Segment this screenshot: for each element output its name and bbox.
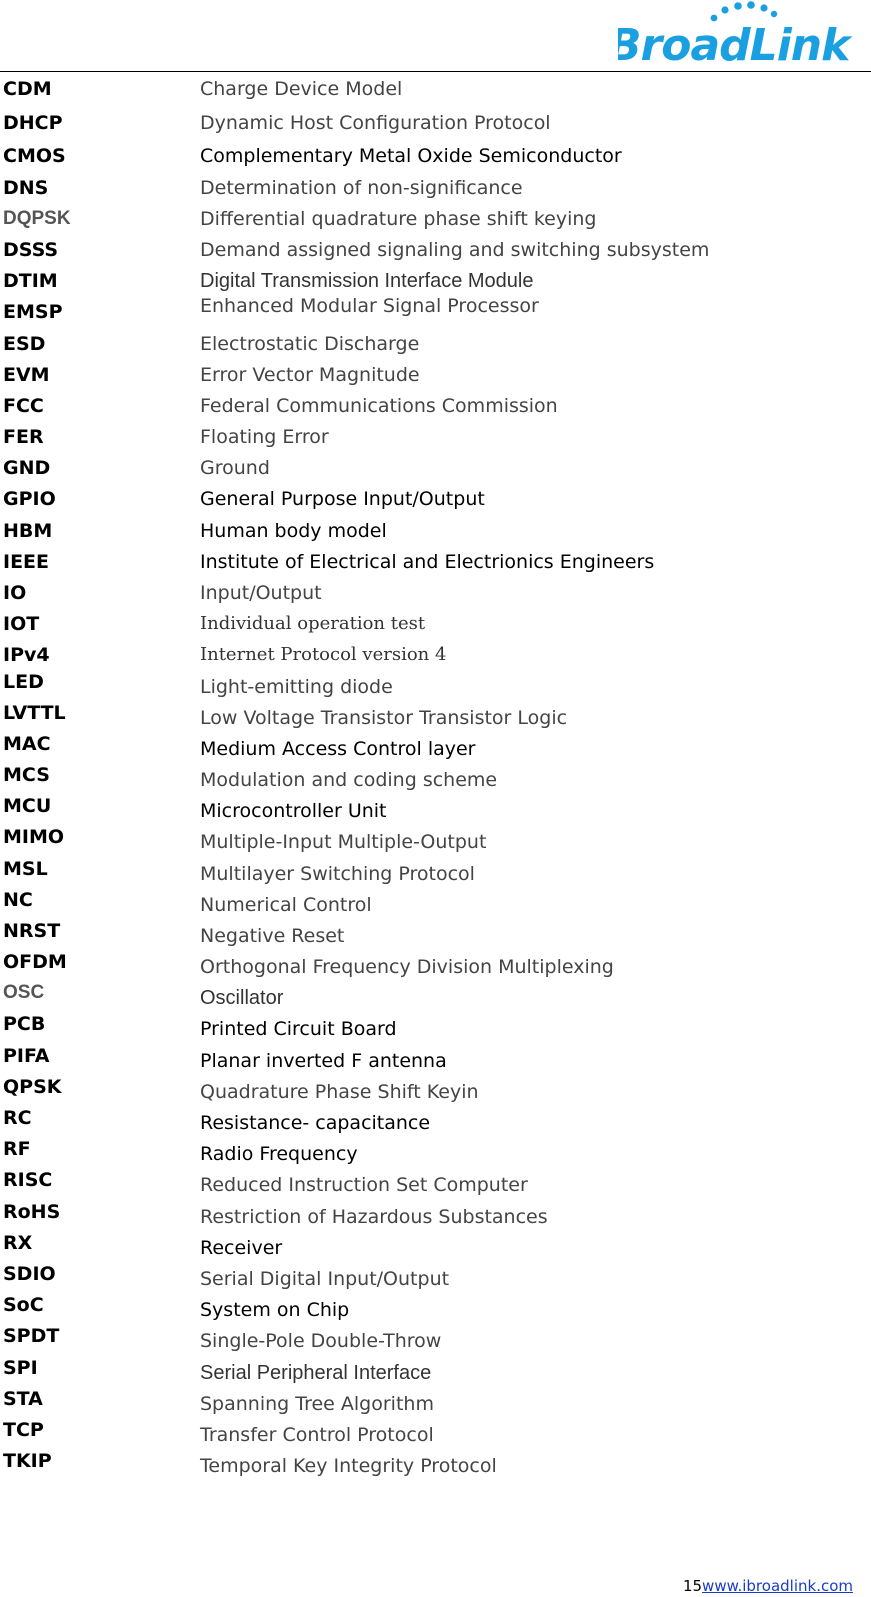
abbreviation: LED	[3, 671, 44, 693]
abbreviation: SDIO	[3, 1263, 56, 1285]
definition: Low Voltage Transistor Transistor Logic	[200, 707, 568, 729]
abbreviation: MCU	[3, 795, 52, 817]
definition: Complementary Metal Oxide Semiconductor	[200, 145, 622, 167]
glossary-row	[0, 761, 871, 789]
glossary-row	[0, 641, 871, 669]
logo-signal-dot	[747, 1, 755, 9]
glossary-row	[0, 610, 871, 638]
abbreviation: PCB	[3, 1013, 46, 1035]
abbreviation: NC	[3, 889, 33, 911]
abbreviation: FCC	[3, 395, 44, 417]
website-link[interactable]: www.ibroadlink.com	[702, 1577, 853, 1595]
logo-wordmark: BroadLink	[618, 20, 850, 71]
glossary-row	[0, 948, 871, 976]
glossary-row	[0, 730, 871, 758]
abbreviation: DHCP	[3, 112, 63, 134]
glossary-row	[0, 485, 871, 513]
glossary-row	[0, 668, 871, 696]
logo-signal-dot	[721, 6, 728, 13]
definition: Microcontroller Unit	[200, 800, 387, 822]
definition: Transfer Control Protocol	[200, 1424, 434, 1446]
definition: Oscillator	[200, 987, 284, 1009]
logo-signal-dot	[734, 2, 742, 10]
definition: Modulation and coding scheme	[200, 769, 498, 791]
glossary-row	[0, 1416, 871, 1444]
abbreviation: RC	[3, 1107, 32, 1129]
glossary-row	[0, 517, 871, 545]
abbreviation: RX	[3, 1232, 33, 1254]
definition: Light-emitting diode	[200, 676, 393, 698]
brand-logo	[618, 0, 868, 72]
glossary-row	[0, 109, 871, 137]
glossary-row	[0, 979, 871, 1007]
abbreviation: DTIM	[3, 270, 58, 292]
abbreviation: DSSS	[3, 239, 59, 261]
definition: Reduced Instruction Set Computer	[200, 1174, 528, 1196]
glossary-row	[0, 236, 871, 264]
glossary-row	[0, 886, 871, 914]
definition: Orthogonal Frequency Division Multiplexing	[200, 956, 614, 978]
glossary-row	[0, 917, 871, 945]
abbreviation: PIFA	[3, 1045, 50, 1067]
glossary-row	[0, 174, 871, 202]
definition: Spanning Tree Algorithm	[200, 1393, 434, 1415]
glossary-row	[0, 1166, 871, 1194]
abbreviation: ESD	[3, 333, 46, 355]
definition: Numerical Control	[200, 894, 372, 916]
abbreviation: LVTTL	[3, 702, 66, 724]
definition: Floating Error	[200, 426, 329, 448]
definition: Serial Peripheral Interface	[200, 1362, 432, 1384]
abbreviation: RISC	[3, 1169, 53, 1191]
definition: Medium Access Control layer	[200, 738, 476, 760]
abbreviation: CMOS	[3, 145, 66, 167]
definition: Error Vector Magnitude	[200, 364, 420, 386]
abbreviation: RoHS	[3, 1201, 61, 1223]
glossary-row	[0, 1229, 871, 1257]
definition: Planar inverted F antenna	[200, 1050, 447, 1072]
abbreviation: OSC	[3, 982, 45, 1003]
glossary-row	[0, 205, 871, 233]
definition: Individual operation test	[200, 613, 426, 634]
glossary-row	[0, 1447, 871, 1475]
definition: Quadrature Phase Shift Keyin	[200, 1081, 479, 1103]
abbreviation: MSL	[3, 858, 48, 880]
glossary-row	[0, 295, 871, 326]
definition: Determination of non-significance	[200, 177, 523, 199]
abbreviation: RF	[3, 1138, 31, 1160]
abbreviation: SoC	[3, 1294, 44, 1316]
definition: Receiver	[200, 1237, 283, 1259]
abbreviation: CDM	[3, 78, 52, 100]
glossary-row	[0, 1260, 871, 1288]
definition: Electrostatic Discharge	[200, 333, 420, 355]
page-number: 15	[682, 1577, 703, 1595]
definition: Charge Device Model	[200, 78, 403, 100]
glossary-row	[0, 1073, 871, 1101]
definition: System on Chip	[200, 1299, 350, 1321]
glossary-row	[0, 699, 871, 727]
glossary-row	[0, 142, 871, 170]
glossary-row	[0, 361, 871, 389]
abbreviation: EVM	[3, 364, 50, 386]
abbreviation: STA	[3, 1388, 43, 1410]
definition: Internet Protocol version 4	[200, 644, 447, 665]
definition: Multilayer Switching Protocol	[200, 863, 475, 885]
glossary-row	[0, 1042, 871, 1070]
logo-signal-dot	[760, 4, 767, 11]
glossary-row	[0, 1291, 871, 1319]
definition: Differential quadrature phase shift keying	[200, 208, 597, 230]
abbreviation: MAC	[3, 733, 51, 755]
glossary-row	[0, 423, 871, 451]
abbreviation: MCS	[3, 764, 50, 786]
abbreviation: IPv4	[3, 644, 50, 666]
definition: Dynamic Host Configuration Protocol	[200, 112, 551, 134]
abbreviation: DQPSK	[3, 208, 71, 229]
glossary-row	[0, 792, 871, 820]
abbreviation: GPIO	[3, 488, 56, 510]
definition: Radio Frequency	[200, 1143, 358, 1165]
definition: General Purpose Input/Output	[200, 488, 485, 510]
definition: Serial Digital Input/Output	[200, 1268, 450, 1290]
definition: Multiple-Input Multiple-Output	[200, 831, 487, 853]
abbreviation: DNS	[3, 177, 49, 199]
definition: Demand assigned signaling and switching subsystem	[200, 239, 710, 261]
glossary-row	[0, 579, 871, 607]
abbreviation: TKIP	[3, 1450, 52, 1472]
glossary-row	[0, 823, 871, 851]
glossary-row	[0, 1322, 871, 1350]
definition: Input/Output	[200, 582, 322, 604]
glossary-row	[0, 1198, 871, 1226]
definition: Digital Transmission Interface Module	[200, 270, 534, 292]
definition: Negative Reset	[200, 925, 345, 947]
abbreviation: MIMO	[3, 826, 65, 848]
definition: Restriction of Hazardous Substances	[200, 1206, 548, 1228]
abbreviation: GND	[3, 457, 51, 479]
abbreviation: IOT	[3, 613, 40, 635]
glossary-row	[0, 1104, 871, 1132]
definition: Temporal Key Integrity Protocol	[200, 1455, 497, 1477]
abbreviation: SPDT	[3, 1325, 60, 1347]
definition: Single-Pole Double-Throw	[200, 1330, 442, 1352]
abbreviation: OFDM	[3, 951, 67, 973]
definition: Resistance- capacitance	[200, 1112, 431, 1134]
logo-signal-dot	[771, 11, 777, 17]
abbreviation: TCP	[3, 1419, 44, 1441]
glossary-row	[0, 392, 871, 420]
abbreviation: QPSK	[3, 1076, 62, 1098]
abbreviation: SPI	[3, 1357, 38, 1379]
definition: Institute of Electrical and Electrionics Engineers	[200, 551, 655, 573]
definition: Federal Communications Commission	[200, 395, 558, 417]
page-footer	[683, 1576, 853, 1596]
glossary-row	[0, 548, 871, 576]
abbreviation: IEEE	[3, 551, 50, 573]
glossary-row	[0, 1354, 871, 1382]
glossary-row	[0, 75, 871, 103]
definition: Enhanced Modular Signal Processor	[200, 295, 539, 317]
abbreviation: EMSP	[3, 301, 63, 323]
glossary-row	[0, 330, 871, 358]
definition: Printed Circuit Board	[200, 1018, 397, 1040]
abbreviation: IO	[3, 582, 27, 604]
abbreviation: FER	[3, 426, 44, 448]
abbreviation: NRST	[3, 920, 61, 942]
glossary-row	[0, 1385, 871, 1413]
definition: Human body model	[200, 520, 387, 542]
abbreviation: HBM	[3, 520, 53, 542]
header-divider	[0, 71, 871, 72]
glossary-row	[0, 1010, 871, 1038]
glossary-row	[0, 1135, 871, 1163]
definition: Ground	[200, 457, 270, 479]
glossary-row	[0, 454, 871, 482]
glossary-row	[0, 855, 871, 883]
glossary-row	[0, 267, 871, 295]
